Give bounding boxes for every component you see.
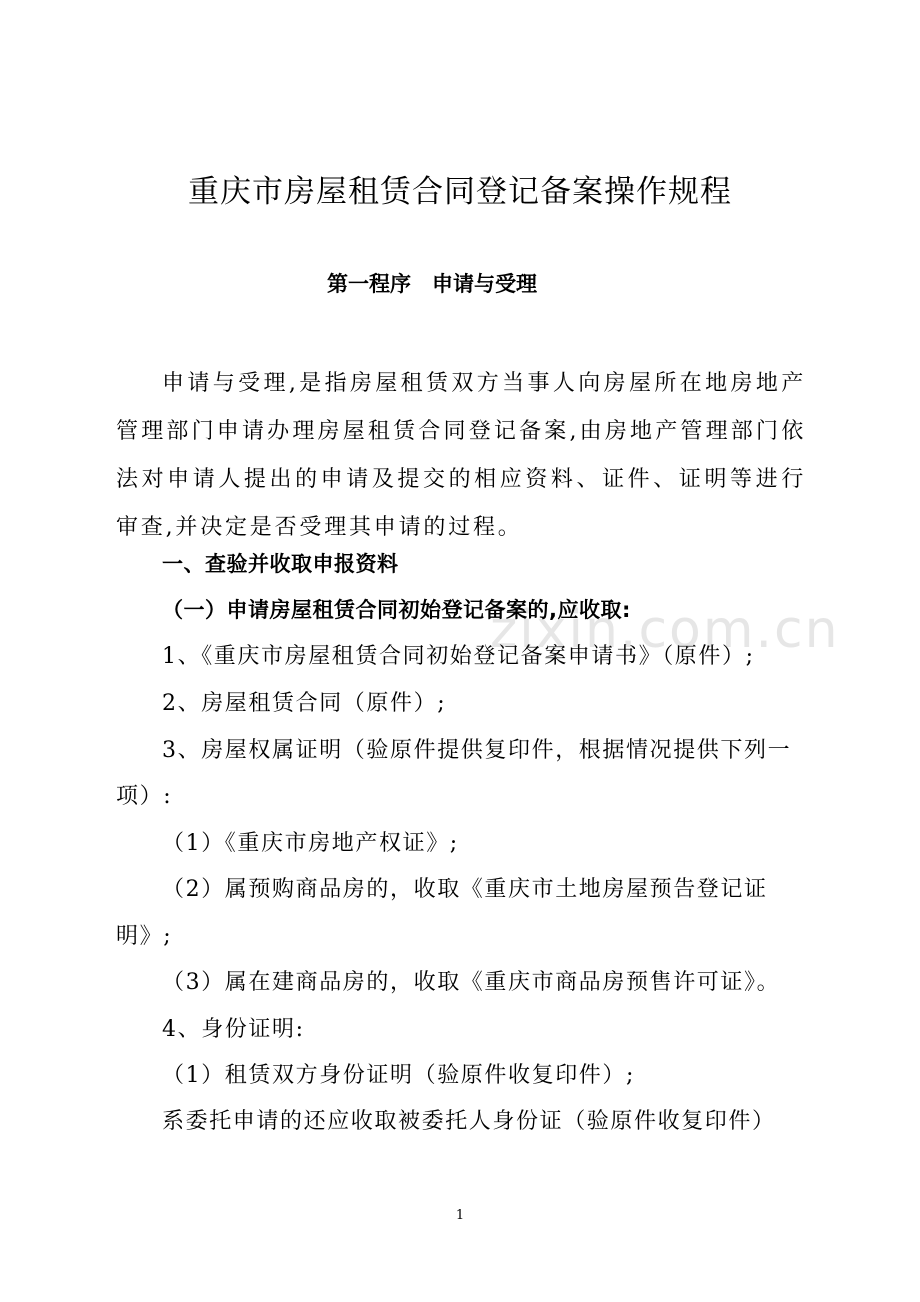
list-item-3-continuation: 项）: [116,784,173,809]
page-number: 1 [455,1208,465,1223]
sub-item-4-1: （1）租赁双方身份证明（验原件收复印件）; [162,1063,636,1088]
sub-item-3-2-continuation: 明》; [116,924,173,949]
list-item-4: 4、身份证明: [162,1017,305,1042]
list-item-2: 2、房屋租赁合同（原件）; [162,691,447,716]
delegation-note: 系委托申请的还应收取被委托人身份证（验原件收复印件） [162,1109,776,1134]
intro-paragraph: 申请与受理,是指房屋租赁双方当事人向房屋所在地房地产管理部门申请办理房屋租赁合同登记备案,由房地产管理部门依法对申请人提出的申请及提交的相应资料、证件、证明等进行审查,并决定是否受理其申请的过程。 [116,371,806,540]
list-item-1: 1、《重庆市房屋租赁合同初始登记备案申请书》（原件）; [162,644,755,669]
watermark: zixin.com.cn [490,600,840,660]
section-heading: 第一程序 申请与受理 [327,272,537,296]
subheading-initial-registration: （一）申请房屋租赁合同初始登记备案的,应收取: [162,598,631,622]
list-item-3: 3、房屋权属证明（验原件提供复印件，根据情况提供下列一 [162,738,792,763]
sub-item-3-1: （1）《重庆市房地产权证》; [162,831,459,856]
heading-check-materials: 一、查验并收取申报资料 [162,552,399,576]
sub-item-3-2: （2）属预购商品房的，收取《重庆市土地房屋预告登记证 [162,877,768,902]
sub-item-3-3: （3）属在建商品房的，收取《重庆市商品房预售许可证》。 [162,970,781,995]
document-title: 重庆市房屋租赁合同登记备案操作规程 [188,174,732,210]
